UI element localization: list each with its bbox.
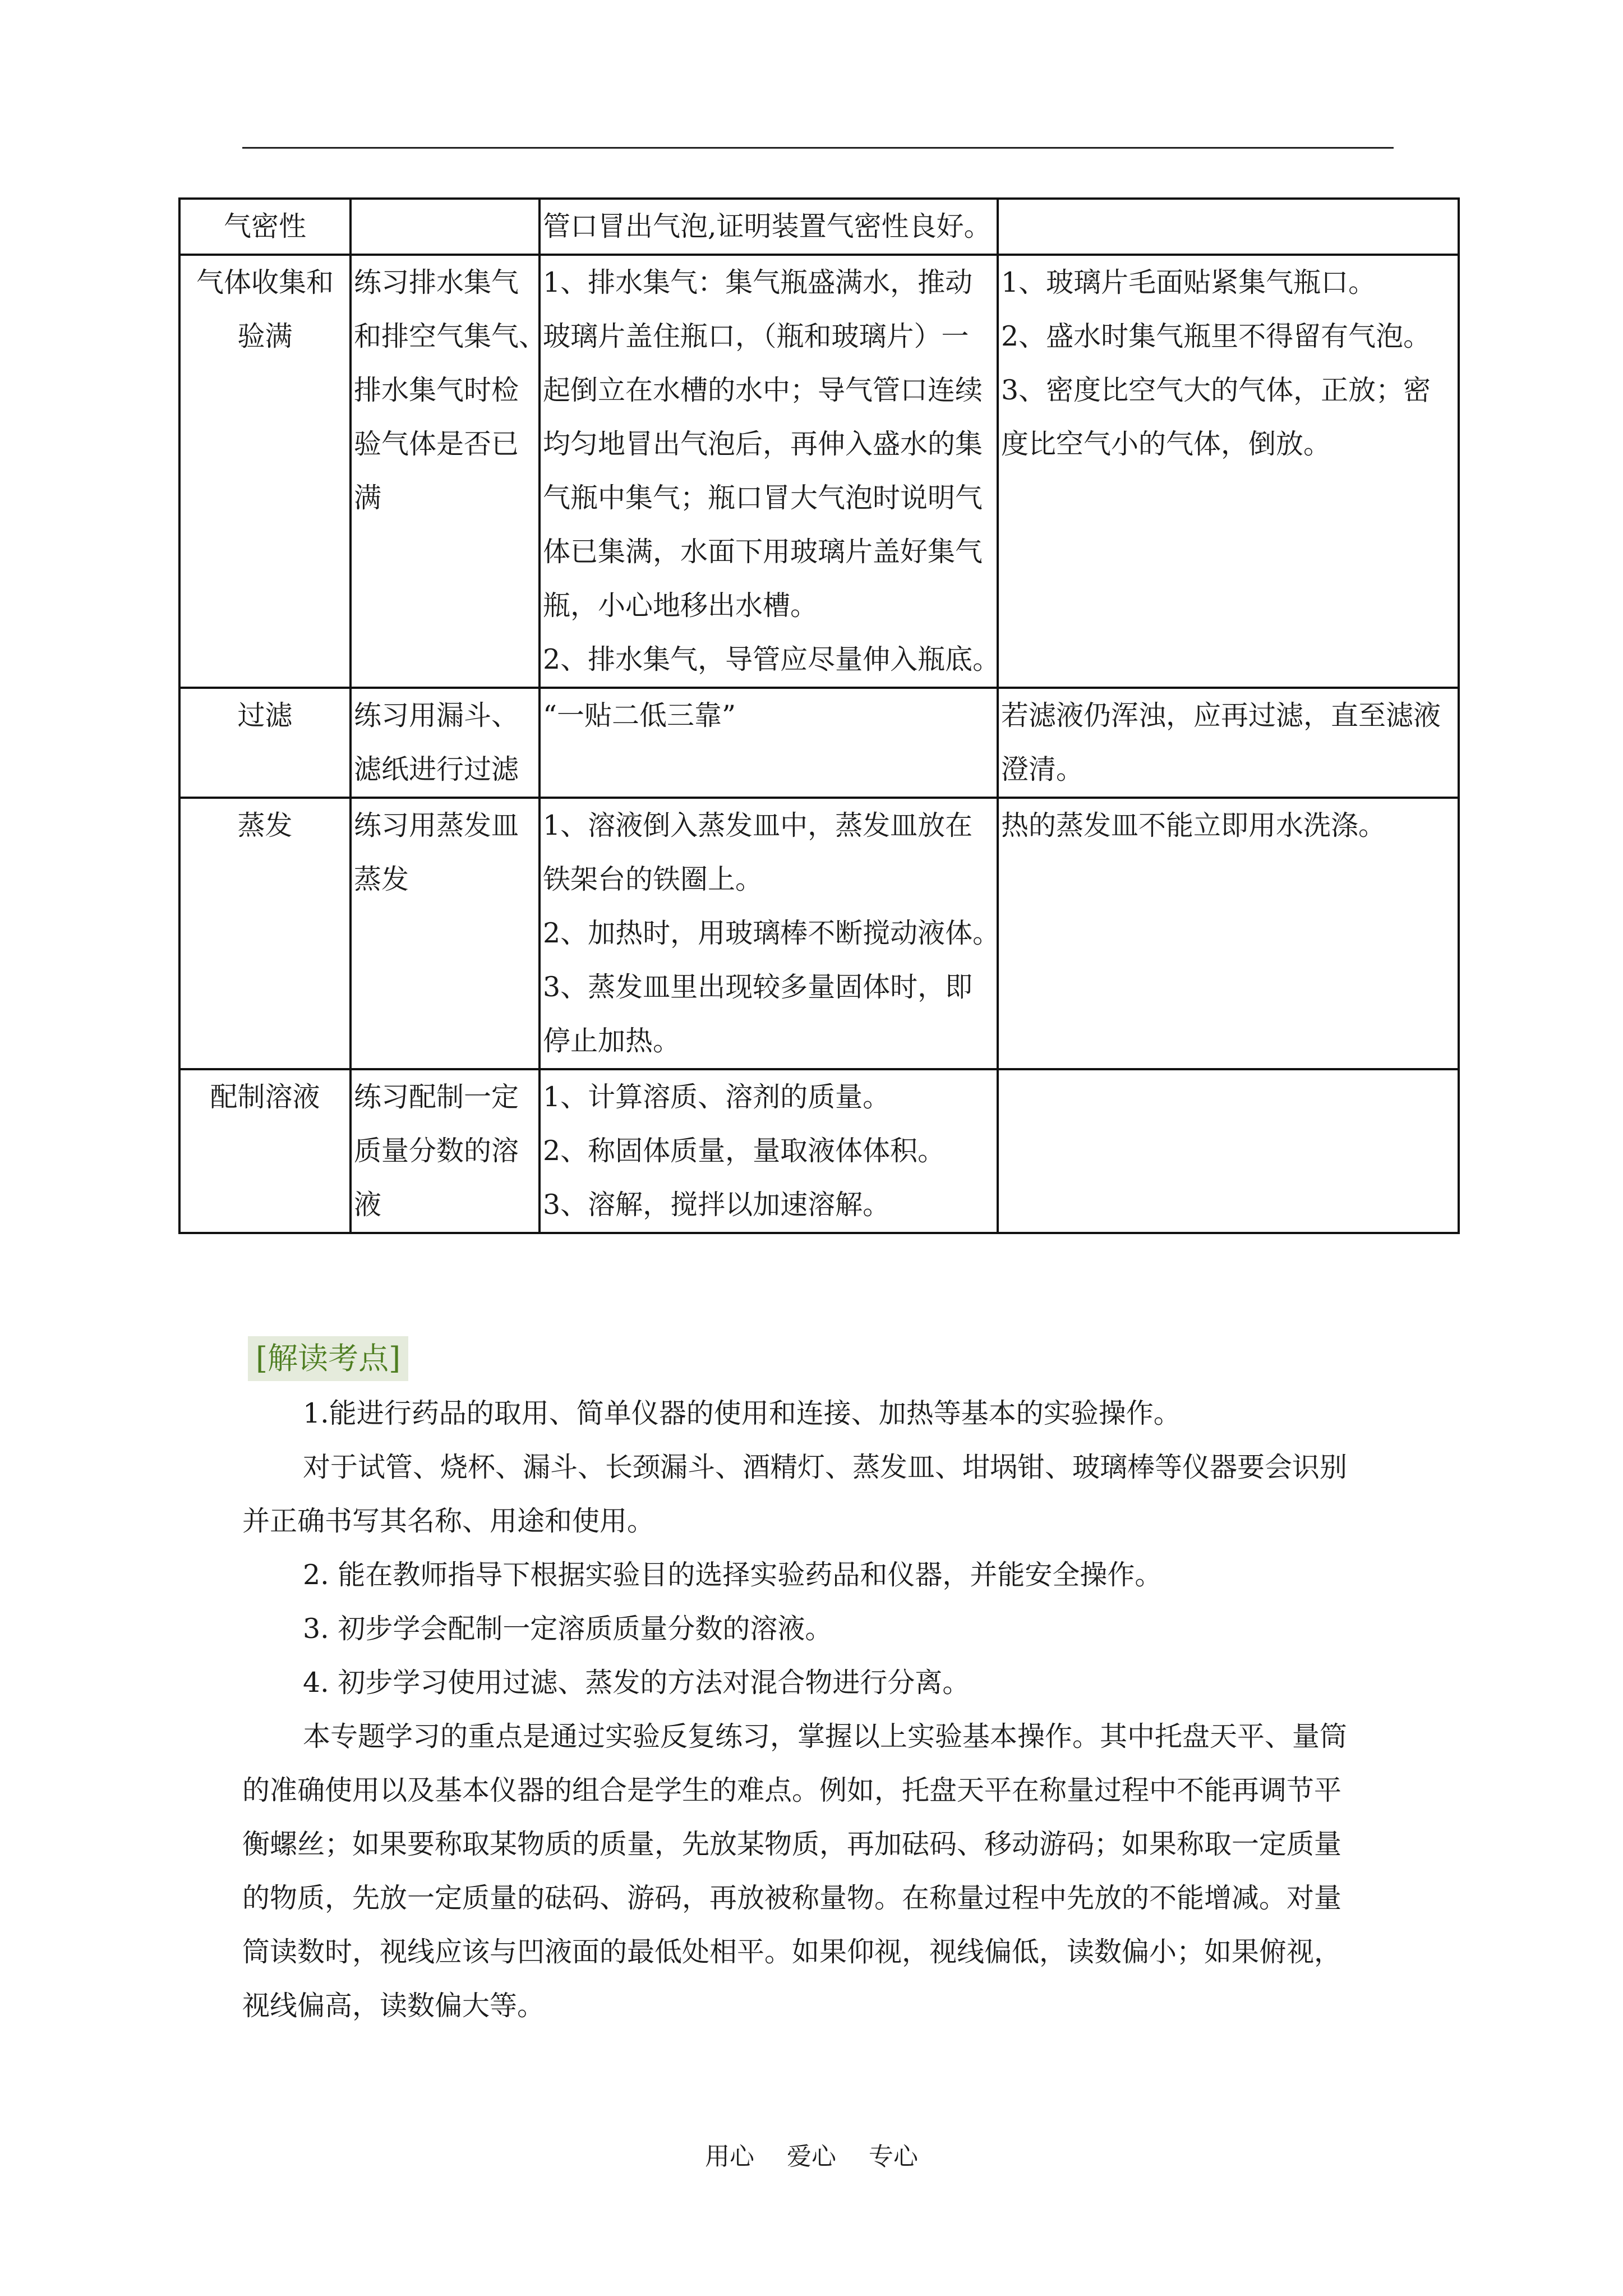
table-cell-name: 蒸发	[179, 798, 351, 1069]
footer-text: 爱心	[787, 2142, 836, 2171]
table-cell-name: 过滤	[179, 688, 351, 798]
footer-text: 专心	[869, 2142, 918, 2171]
paragraph: 衡螺丝；如果要称取某物质的质量，先放某物质，再加砝码、移动游码；如果称取一定质量	[242, 1828, 1342, 1860]
table-cell-procedure: 1、排水集气：集气瓶盛满水，推动 玻璃片盖住瓶口，（瓶和玻璃片）一 起倒立在水槽的水中；导气管口连续 均匀地冒出气泡后，再伸入盛水的集 气瓶中集气；瓶口冒大气泡时说明气 体已集满，水面下用玻璃片盖好集气 瓶，小心地移出水槽。 2、排水集气，导管应尽量伸入瓶底。	[540, 255, 998, 688]
table-cell-purpose: 练习用蒸发皿 蒸发	[351, 798, 540, 1069]
table-cell-notes: 若滤液仍浑浊，应再过滤，直至滤液 澄清。	[998, 688, 1459, 798]
paragraph: 的物质，先放一定质量的砝码、游码，再放被称量物。在称量过程中先放的不能增减。对量	[242, 1882, 1342, 1914]
paragraph: 视线偏高，读数偏大等。	[242, 1990, 545, 2022]
table-cell-name: 气密性	[179, 199, 351, 255]
exam-points-section	[242, 1333, 1403, 2033]
page-footer	[0, 2136, 1623, 2172]
experiment-table	[178, 197, 1460, 1234]
table-cell-notes	[998, 1069, 1459, 1233]
table-cell-purpose: 练习排水集气 和排空气集气、 排水集气时检 验气体是否已 满	[351, 255, 540, 688]
paragraph: 本专题学习的重点是通过实验反复练习，掌握以上实验基本操作。其中托盘天平、量筒	[303, 1720, 1348, 1752]
paragraph: 2. 能在教师指导下根据实验目的选择实验药品和仪器，并能安全操作。	[303, 1559, 1163, 1591]
table-row	[179, 199, 1459, 255]
table-row	[179, 1069, 1459, 1233]
table-row	[179, 688, 1459, 798]
paragraph: 4. 初步学习使用过滤、蒸发的方法对混合物进行分离。	[303, 1667, 970, 1699]
paragraph: 对于试管、烧杯、漏斗、长颈漏斗、酒精灯、蒸发皿、坩埚钳、玻璃棒等仪器要会识别	[303, 1451, 1348, 1483]
table-cell-purpose: 练习用漏斗、 滤纸进行过滤	[351, 688, 540, 798]
paragraph: 1.能进行药品的取用、简单仪器的使用和连接、加热等基本的实验操作。	[303, 1397, 1181, 1429]
table-cell-notes	[998, 199, 1459, 255]
table-row	[179, 255, 1459, 688]
paragraph: 筒读数时，视线应该与凹液面的最低处相平。如果仰视，视线偏低，读数偏小；如果俯视，	[242, 1936, 1342, 1968]
table-row	[179, 798, 1459, 1069]
table-cell-procedure: 1、计算溶质、溶剂的质量。 2、称固体质量，量取液体体积。 3、溶解，搅拌以加速溶解。	[540, 1069, 998, 1233]
paragraph: 并正确书写其名称、用途和使用。	[242, 1505, 655, 1537]
footer-text: 用心	[705, 2142, 754, 2171]
table-cell-notes: 热的蒸发皿不能立即用水洗涤。	[998, 798, 1459, 1069]
table-cell-procedure: “一贴二低三靠”	[540, 688, 998, 798]
table-cell-purpose: 练习配制一定 质量分数的溶 液	[351, 1069, 540, 1233]
table-cell-name: 配制溶液	[179, 1069, 351, 1233]
table-cell-procedure: 1、溶液倒入蒸发皿中，蒸发皿放在 铁架台的铁圈上。 2、加热时，用玻璃棒不断搅动液体。 3、蒸发皿里出现较多量固体时，即 停止加热。	[540, 798, 998, 1069]
table-cell-name: 气体收集和 验满	[179, 255, 351, 688]
table-cell-notes: 1、玻璃片毛面贴紧集气瓶口。 2、盛水时集气瓶里不得留有气泡。 3、密度比空气大的气体，正放；密 度比空气小的气体，倒放。	[998, 255, 1459, 688]
paragraph: 的准确使用以及基本仪器的组合是学生的难点。例如，托盘天平在称量过程中不能再调节平	[242, 1774, 1342, 1806]
table-cell-procedure: 管口冒出气泡,证明装置气密性良好。	[540, 199, 998, 255]
section-title: [解读考点]	[248, 1336, 408, 1381]
paragraph: 3. 初步学会配制一定溶质质量分数的溶液。	[303, 1613, 833, 1645]
header-rule	[242, 147, 1394, 149]
table-cell-purpose	[351, 199, 540, 255]
